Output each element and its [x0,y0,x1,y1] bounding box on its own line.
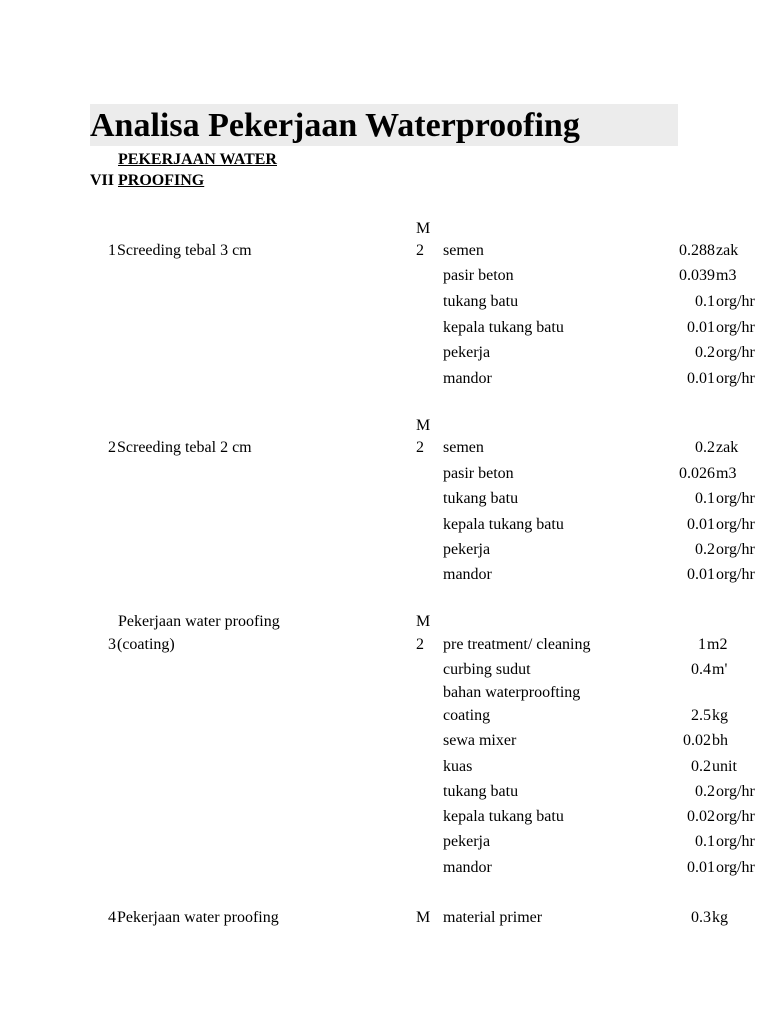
component-qty: 0.1 [695,833,715,850]
item-name-line2: (coating) [117,636,175,653]
component-qty: 0.2 [695,439,715,456]
item-name: Pekerjaan water proofing [117,909,279,926]
component-material: sewa mixer [443,732,517,749]
item-unit-bottom: 2 [416,636,424,653]
section-heading-line1: PEKERJAAN WATER [118,151,277,168]
section-heading-line2: PROOFING [118,172,205,189]
item-name-line1: Pekerjaan water proofing [118,613,280,630]
component-qty: 0.039 [679,267,715,284]
component-material: coating [443,707,491,724]
component-unit: m3 [716,267,737,284]
component-material: material primer [443,909,543,926]
item-unit-top: M [416,220,431,237]
component-qty: 0.02 [683,732,711,749]
section-number: VII [90,172,115,189]
component-unit: m3 [716,465,737,482]
component-qty: 0.026 [679,465,715,482]
component-material: semen [443,439,484,456]
component-unit: org/hr [716,808,755,825]
component-unit: org/hr [716,566,755,583]
component-qty: 2.5 [691,707,711,724]
component-qty: 0.1 [695,293,715,310]
component-qty: 0.4 [691,661,711,678]
component-qty: 0.01 [687,566,715,583]
component-material: pekerja [443,344,491,361]
component-material: semen [443,242,484,259]
component-material: pre treatment/ cleaning [443,636,591,653]
component-unit: org/hr [716,370,755,387]
component-material: pekerja [443,541,491,558]
component-qty: 0.288 [679,242,715,259]
item-unit-top: M [416,909,431,926]
item-unit-bottom: 2 [416,439,424,456]
component-unit: org/hr [716,319,755,336]
component-material: pasir beton [443,465,514,482]
component-material-line1: bahan waterproofting [443,684,581,701]
item-number: 4 [108,909,116,926]
item-number: 1 [108,242,116,259]
item-number: 3 [108,636,116,653]
component-material: tukang batu [443,490,519,507]
component-material: curbing sudut [443,661,531,678]
component-material: kuas [443,758,473,775]
item-name: Screeding tebal 3 cm [117,242,252,259]
item-unit-top: M [416,613,431,630]
component-qty: 0.2 [691,758,711,775]
component-material: kepala tukang batu [443,516,564,533]
component-unit: kg [712,909,728,926]
component-unit: org/hr [716,833,755,850]
item-unit-bottom: 2 [416,242,424,259]
component-unit: org/hr [716,293,755,310]
component-qty: 0.01 [687,319,715,336]
component-unit: m2 [707,636,728,653]
component-unit: kg [712,707,728,724]
component-unit: zak [716,242,739,259]
item-number: 2 [108,439,116,456]
component-material: mandor [443,370,492,387]
component-unit: org/hr [716,859,755,876]
component-material: mandor [443,566,492,583]
component-unit: org/hr [716,344,755,361]
component-qty: 0.2 [695,541,715,558]
component-qty: 0.2 [695,783,715,800]
component-qty: 1 [698,636,706,653]
component-qty: 0.2 [695,344,715,361]
component-qty: 0.01 [687,859,715,876]
component-material: tukang batu [443,293,519,310]
component-unit: zak [716,439,739,456]
item-unit-top: M [416,417,431,434]
component-material: mandor [443,859,492,876]
component-unit: unit [712,758,737,775]
component-qty: 0.3 [691,909,711,926]
component-material: pekerja [443,833,491,850]
component-material: tukang batu [443,783,519,800]
component-unit: bh [712,732,728,749]
page-title: Analisa Pekerjaan Waterproofing [90,107,580,144]
component-unit: m' [712,661,728,678]
component-qty: 0.02 [687,808,715,825]
component-unit: org/hr [716,541,755,558]
component-qty: 0.01 [687,370,715,387]
component-material: kepala tukang batu [443,808,564,825]
component-qty: 0.01 [687,516,715,533]
item-name: Screeding tebal 2 cm [117,439,252,456]
component-unit: org/hr [716,516,755,533]
component-material: kepala tukang batu [443,319,564,336]
component-qty: 0.1 [695,490,715,507]
component-unit: org/hr [716,783,755,800]
component-unit: org/hr [716,490,755,507]
component-material: pasir beton [443,267,514,284]
